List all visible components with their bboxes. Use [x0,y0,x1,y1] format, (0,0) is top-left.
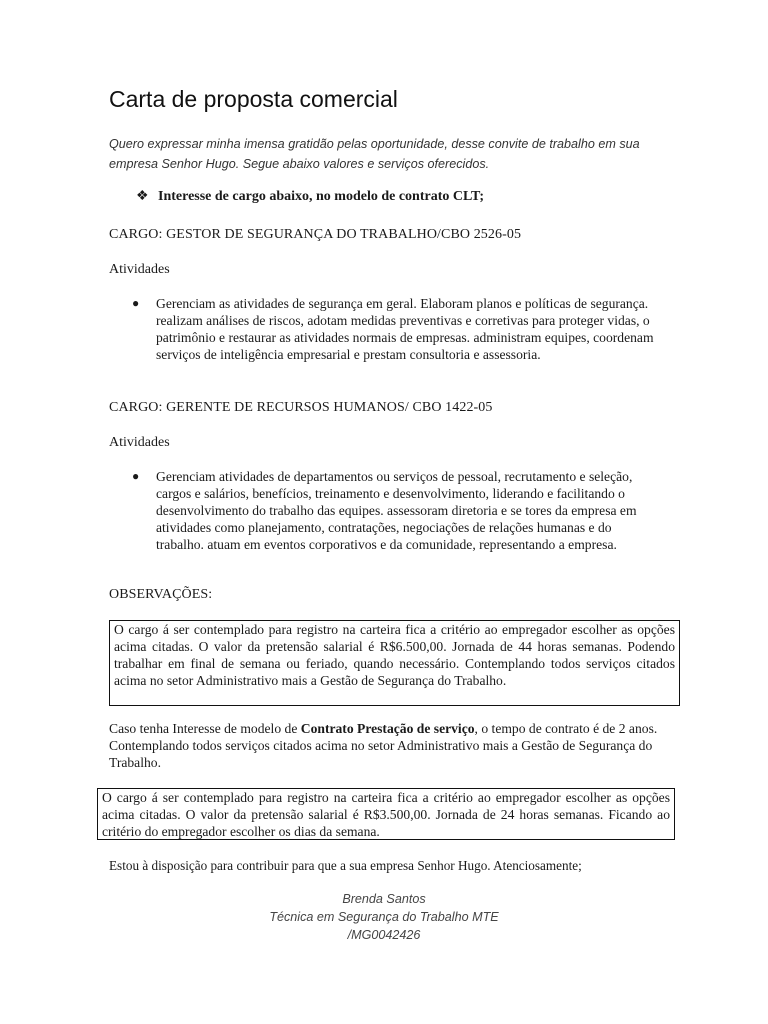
signature-registration: /MG0042426 [347,928,421,942]
diamond-bullet-icon: ❖ [136,189,149,204]
bullet-dot-icon: ● [132,296,140,310]
cargo2-activities-text: Gerenciam atividades de departamentos ou serviços de pessoal, recrutamento e seleção, cargos e salários, benefícios, treinamento e desenvolvimento, liderando e facilitando o desenvolvimento do trabalho das equipes. assessoram diretoria e se tores da empresa em atividades como planejamento, contratações, negociações de relações humanas e do trabalho. atuam em eventos corporativos e da comunidade, representando a empresa. [156,469,637,552]
cargo1-activities-text: Gerenciam as atividades de segurança em geral. Elaboram planos e políticas de segurança. realizam análises de riscos, adotam medidas preventivas e corretivas para proteger vidas, o patrimônio e restaurar as atividades normais de empresas. administram equipes, coordenam serviços de inteligência empresarial e prestam consultoria e assessoria. [156,296,654,362]
intro-paragraph: Quero expressar minha imensa gratidão pelas oportunidade, desse convite de trabalho em sua empresa Senhor Hugo. Segue abaixo valores e serviços oferecidos. [109,137,640,171]
interest-line [136,188,484,205]
cargo1-heading: CARGO: GESTOR DE SEGURANÇA DO TRABALHO/CBO 2526-05 [109,227,522,242]
contract-paragraph [109,720,661,771]
cargo1-activities-label: Atividades [109,262,170,277]
interest-text: Interesse de cargo abaixo, no modelo de contrato CLT; [158,189,484,204]
observation-box-clt: O cargo á ser contemplado para registro na carteira fica a critério ao empregador escolher as opções acima citadas. O valor da pretensão salarial é R$6.500,00. Jornada de 44 horas semanas. Podendo trabalhar em final de semana ou feriado, quando necessário. Contemplando todos serviços citados acima no setor Administrativo mais a Gestão de Segurança do Trabalho. [109,620,680,706]
observations-heading: OBSERVAÇÕES: [109,587,213,602]
signature-role: Técnica em Segurança do Trabalho MTE [269,910,499,924]
closing-line: Estou à disposição para contribuir para que a sua empresa Senhor Hugo. Atenciosamente; [109,858,582,873]
cargo2-activities-label: Atividades [109,435,170,450]
cargo2-heading: CARGO: GERENTE DE RECURSOS HUMANOS/ CBO 1422-05 [109,400,493,415]
contract-type-bold: Contrato Prestação de serviço [300,721,475,736]
document-title: Carta de proposta comercial [109,86,398,112]
cargo1-activities-item [132,295,662,381]
observation-box-service: O cargo á ser contemplado para registro na carteira fica a critério ao empregador escolher as opções acima citadas. O valor da pretensão salarial é R$3.500,00. Jornada de 24 horas semanas. Ficando ao critério do empregador escolher os dias da semana. [97,788,675,840]
contract-text-end: , o tempo de contrato é de 2 anos. Contemplando todos serviços citados acima no setor Administrativo mais a Gestão de Segurança do Trabalho. [109,721,658,770]
signature-name: Brenda Santos [342,892,426,906]
bullet-dot-icon: ● [132,469,140,483]
cargo2-activities-item [132,468,662,572]
contract-text-start: Caso tenha Interesse de modelo de [109,721,301,736]
